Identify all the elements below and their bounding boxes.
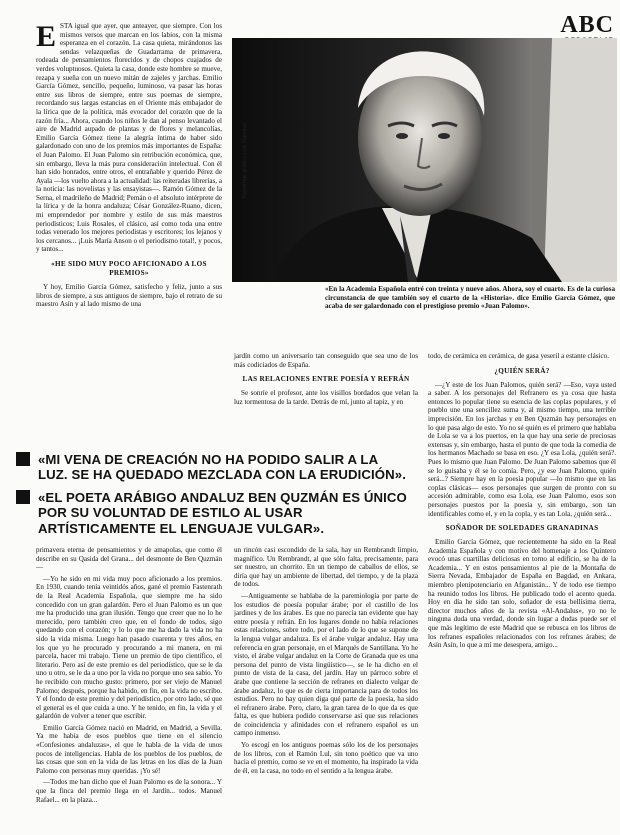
paragraph: jardín como un aniversario tan conseguido que sea uno de los más codiciados de España. [234,352,418,369]
column-2-lower [234,546,418,830]
paragraph: —Yo he sido en mi vida muy poco aficionado a los premios. En 1930, cuando tenía veintidós años, gané el premio Fastenrath de la Real Academia Española, que siempre me ha sido concedido con un gran galardón. Pero el Juan Palomo es un que me ha producido una gran ilusión. Tengo que creer que no lo he merecido, pero también creo que, en el fondo de todos, sigo quedando con el corazón; y lo lo que me ha dado la vida no ha sido la vida misma. Luego han pasado cuarenta y tres años, en los que yo he procurado y procurando a mi manera, en mi parcela, hacer mi trabajo. Tiene un premio de tipo científico, el literario. Pero así de este premio es del periodístico, que se le da uno u otro, se le da a uno por la vida no porque uno sea sabio. Yo he recibido con mucho gusto: primero, por ser viejo de Manuel Palomo; después, porque ha habido, en fin, en la vida no escribo. Y el fondo de este premio y del periodístico, por otro lado, sé que el general es el que cuida a uno. Y he tenido, en fin, la vida y el galardón de volver a tener que escribir. [36,574,222,721]
photo-credit: Reportaje gráfico Luis Ramírez [242,122,248,198]
paragraph: primavera eterna de pensamientos y de amapolas, que como él describe en su Qasida del Grana... del desmonte de Ben Quzmán— [36,546,222,572]
paragraph: Se sonríe el profesor, ante los visillos bordados que velan la luz tormentosa de la tarde. Detrás de mí, junto al tapiz, y en [234,389,418,406]
column-1 [36,22,222,312]
paragraph: Yo escogí en los antiguos poemas sólo los de los personajes de los libros, con el Ramón Lul, sin tono poético que va uno hacia el premio, como se ve en el momento, ha inspirado la vida de él, en la casa, no todo en el sentido a la lengua árabe. [234,741,418,775]
abc-logo: ABC [560,12,614,38]
paragraph: Y hoy, Emilio García Gómez, satisfecho y feliz, junto a sus libros de siempre, a sus antiguos de siempre, bajo el retrato de su maestro Asín y al lado mismo de una [36,283,222,309]
column-3 [428,352,616,653]
subheading-premios: «HE SIDO MUY POCO AFICIONADO A LOS PREMIOS» [51,260,207,278]
lead-paragraph: ESTA igual que ayer, que anteayer, que siempre. Con los mismos versos que marcan en los labios, con la misma esperanza en el corazón. La casa quieta, mirándonos las sendas velazqueñas de Guadarrama de primavera, rodeada de pensamientos florecidos y de chopos cuajados de verdes voluptuosos. Quieta la casa, donde este hombre se mueve, rezapa y sueña con un nuevo mitán de zajeles y jarchas. Emilio García Gómez, sencillo, pequeño, luminoso, va pasar las horas entre sus libros de siempre, entre sus poemas de siempre, recordando sus largas estancias en el Oriente más embajador de la lírica que de la política, más evocador del corazón que de la razón fría... Ahora, cuando los niños le dan al penso levantado el aire de Madrid aupado de plantas y de flores y melancolías, Emilio García Gómez tiene la alegría íntima de haber sido galardonado con uno de los premios más importantes de España: el Juan Palomo. El Juan Palomo sin retribución económica, que, sin embargo, lleva la más pura consideración intelectual. Con él han sido honrados, entre otros, el entrañable y querido Pérez de Ayala —los vuelto ahora a la actualidad: las reiteradas librerías, a la noticia: las novelistas y las ensayistas—. Ramón Gómez de la Serna, el madrileño de Madrid; Pemán o el absoluto intérprete de la lírica y de la honra andaluza; César González-Ruano, dicen, mi emprendedor por nombre y estilo de sus más maestros periodísticos; Luis Rosales, el clásico, así como toda una entre todas venerado los mejores periodistas y escritores; los lejanos y los cercanos... ¡Luis María Anson o el periodismo total!, y pocos, y tantos... [36,20,222,254]
paragraph: —Antiguamente se hablaba de la paremiología por parte de los estudios de poesía popular árabe; por el castillo de los jardines y de los árabes. Es que no parecía tan evidente que hay entre poesía y refrán. En los lugares donde no había relaciones estas relaciones, sobre todo, por el lado de lo que se supone de la lengua vulgar andaluza. Es el árabe vulgar andaluz. Hay una referencia en gran personaje, en el Marqués de Santillana. Yo he visto, el árabe vulgar andaluz en la Corte de Granada que es una persona del punto de vista lingüístico—, se le ha dicho en el punto de vista de la casa, del jardín. Hay un párroco sobre el árabe que contiene la sección de refranes en dialecto vulgar de árabe andaluz, lo que es de cierta importancia para de todos los estudios. Pero no hay quien diga qué parte de la poesía, ha sido el refranero árabe. Pero, claro, la gran tarea de lo que da es que falta, es que hubiera podido conservarse así que sus relaciones de coincidencia y afinidades con el refranero español es un campo inmenso. [234,591,418,738]
column-1-lower [36,546,222,830]
quote-square-icon [16,452,30,466]
paragraph: Emilio García Gómez nació en Madrid, en Madrid, a Sevilla. Ya me había de esos pueblos que tiene en el silencio «Confesiones andaluzas», el que le habla de la vida de unos pocos de inteligencias. Habla de los pueblos de los pueblos, de las cosas que son en la vida de las letras en los días de la Juan Palomo con personas muy queridas. ¡Yo sé! [36,723,222,775]
paragraph: —Todos me han dicho que el Juan Palomo es de la sonora... Y que la finca del premio llega en el Jardín... todos. Manuel Rafael... en la plaza... [36,778,222,804]
subheading-relaciones: LAS RELACIONES ENTRE POESÍA Y REFRÁN [242,375,410,384]
portrait-photo [232,38,617,282]
drop-cap: E [36,20,57,53]
paragraph: —¿Y este de los Juan Palomos, quién será? —Eso, vaya usted a saber. A los personajes del Refranero es ya cosa que hasta entonces lo popular tiene su esencia de las coplas populares, y el pueblo une una sencillez suma y, al mismo tiempo, una terrible imprecisión. En los jarchas y en Ben Quzmán hay personajes en lo que pasa algo de esto. Yo no sé quién es el primero que hablaba de Lola se va a los puertos, en la que hay una serie de preciosas extensas y, sin embargo, hasta el punto de que toda la comedia de los hermanos Machado se basa en eso. ¿Y esa Lola, ¿quién será?. Pues lo mismo que Juan Palomo. De Juan Palomo sabemos que él se lo guisaba y él se lo comía. Pero, ¿y ese Juan Palomo, quién será...? Siempre hay en la poesía popular —lo mismo que en las coplas clásicas— esos personajes que surgen de pronto con su accesión admirable, como esa Lola, ese Juan Palomo, esos son personajes puestos por la poesía y, sin embargo, son tan identificables como el, y en la copla, y es tan Lola, ¿quién será... [428,380,616,518]
paragraph: todo, de cerámica en cerámica, de gasa yeseril a estante clásico. [428,352,609,360]
paragraph: Emilio García Gómez, que recientemente ha sido en la Real Academia Española y con motivo del homenaje a los Quintero evocó unas cuartillas deliciosas en torno al edificio, se ha de la Academia... Y en estos pensamientos al pie de la Montaña de Sierra Nevada, Embajador de España en Bagdad, en Ankara, miembro plenipotenciario en Afganistán... Y de todo ese tiempo ha reunido todos los libros. He publicado todo el acento queda. Hoy en día he sido tan solo, soñador de esta bellísima tierra, director muchos años de la revista «Al-Andalus», yo no le ninguna duda una verdad, donde sin lugar a dudas puede ser el que más legítimo de este Madrid que se rebusca en los libros de los refranes españoles relacionados con los refranes árabes; de Asín Asín, lo que a mí me desespera, amigo... [428,538,616,650]
portrait-image [232,38,617,282]
subheading-quien-sera: ¿QUIÉN SERÁ? [494,366,550,375]
column-2-upper [234,352,418,409]
quote-square-icon [16,490,30,504]
photo-caption: «En la Academia Española entré con treinta y nueve años. Ahora, soy el cuarto. Es de la curiosa circunstancia de que también soy el cuarto de la «Historia». dice Emilio García Gómez, que acaba de ser galardonado con el prestigioso premio «Juan Palomo». [325,285,615,311]
pullquote-2: «EL POETA ARÁBIGO ANDALUZ BEN QUZMÁN ES ÚNICO POR SU VOLUNTAD DE ESTILO AL USAR ARTÍSTICAMENTE EL LENGUAJE VULGAR». [38,490,408,536]
pullquote-1: «MI VENA DE CREACIÓN NO HA PODIDO SALIR A LA LUZ. SE HA QUEDADO MEZCLADA CON LA ERUDICIÓN». [38,452,408,483]
paragraph: un rincón casi escondido de la sala, hay un Rembrandt limpio, magnífico. Un Rembrandt, al que sólo falta, precisamente, para ser nuestro, un chorrito. En un tiempo de caballos de ellos, se diría que hay un ambiente de libertad, del tiempo, y de la plaza de todos. [234,546,418,589]
subheading-sonador: SOÑADOR DE SOLEDADES GRANADINAS [445,524,599,533]
